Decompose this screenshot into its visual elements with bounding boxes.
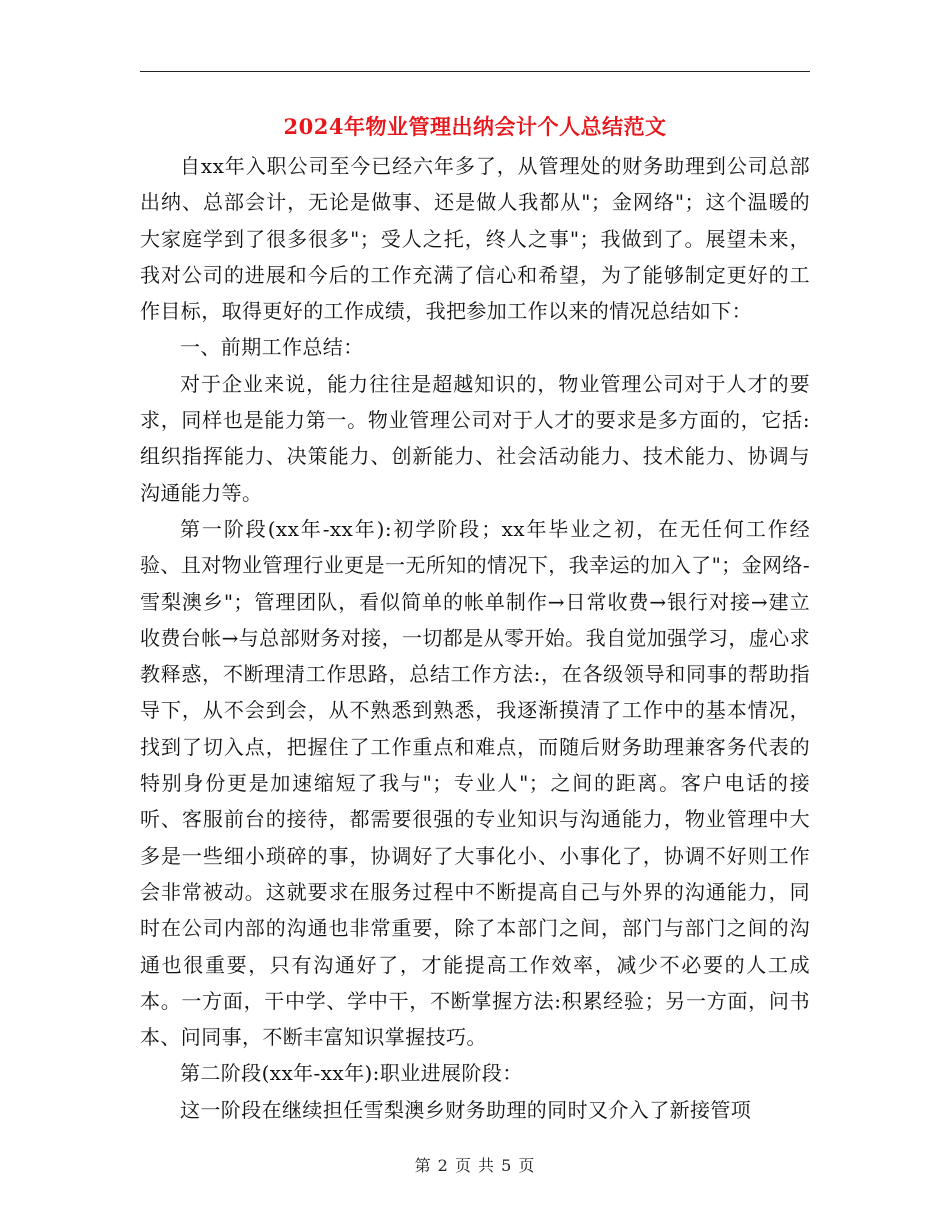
paragraph-ability: 对于企业来说，能力往往是超越知识的，物业管理公司对于人才的要求，同样也是能力第一。物业管理公司对于人才的要求是多方面的，它括:组织指挥能力、决策能力、创新能力、社会活动能力、技术能力、协调与沟通能力等。 [140,371,810,505]
section-heading-early-work: 一、前期工作总结： [180,335,364,360]
header-rule [140,71,810,72]
section-heading-stage-two: 第二阶段(xx年-xx年):职业进展阶段： [180,1061,523,1086]
document-title: 2024年物业管理出纳会计个人总结范文 [283,114,667,139]
paragraph-stage-one: 第一阶段(xx年-xx年):初学阶段；xx年毕业之初，在无任何工作经验、且对物业管理行业更是一无所知的情况下，我幸运的加入了"；金网络-雪梨澳乡"；管理团队，看似简单的帐单制作→日常收费→银行对接→建立收费台帐→与总部财务对接，一切都是从零开始。我自觉加强学习，虚心求教释惑，不断理清工作思路，总结工作方法:，在各级领导和同事的帮助指导下，从不会到会，从不熟悉到熟悉，我逐渐摸清了工作中的基本情况，找到了切入点，把握住了工作重点和难点，而随后财务助理兼客务代表的特别身份更是加速缩短了我与"；专业人"；之间的距离。客户电话的接听、客服前台的接待，都需要很强的专业知识与沟通能力，物业管理中大多是一些细小琐碎的事，协调好了大事化小、小事化了，协调不好则工作会非常被动。这就要求在服务过程中不断提高自己与外界的沟通能力，同时在公司内部的沟通也非常重要，除了本部门之间，部门与部门之间的沟通也很重要，只有沟通好了，才能提高工作效率，减少不必要的人工成本。一方面，干中学、学中干，不断掌握方法:积累经验；另一方面，问书本、问同事，不断丰富知识掌握技巧。 [140,516,810,1050]
page-number-footer: 第 2 页 共 5 页 [414,1156,536,1175]
paragraph-intro: 自xx年入职公司至今已经六年多了，从管理处的财务助理到公司总部出纳、总部会计，无论是做事、还是做人我都从"；金网络"；这个温暖的大家庭学到了很多很多"；受人之托，终人之事"；我做到了。展望未来，我对公司的进展和今后的工作充满了信心和希望，为了能够制定更好的工作目标，取得更好的工作成绩，我把参加工作以来的情况总结如下： [140,154,810,324]
document-body [140,148,810,1128]
paragraph-stage-two: 这一阶段在继续担任雪梨澳乡财务助理的同时又介入了新接管项 [180,1097,752,1122]
